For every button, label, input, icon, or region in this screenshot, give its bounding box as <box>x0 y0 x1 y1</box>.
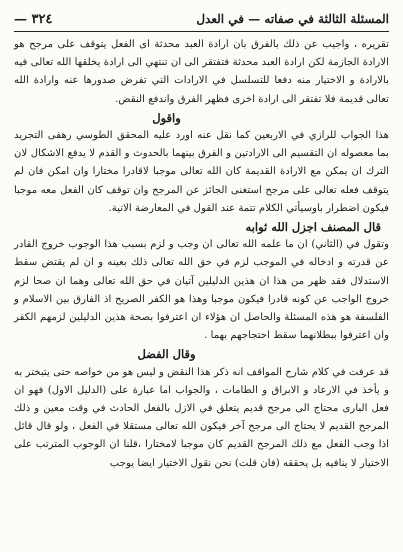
paragraph: وتقول في (الثاني) ان ما علمه الله تعالى ان وجب و لزم بسبب هذا الوجوب خروج القادر عن قدرته و ادخاله في الموجب لزم في حق الله تعالى ذلك بعينه و ان لم يقتض سقط الاستدلال فقد ظهر من هذا ان هذين الدليلين آتيان في حق الله تعالى وهما ان صحا لزم خروج الواجب عن كونه قادرا فيكون موجبا وهذا هو الكفر الصريح اذ الفارق بين الاسلام و الفلسفة هو هذه المسئلة والحاصل ان هؤلاء ان اعترفوا بصحة هذين الدليلين لزمهم الكفر وان اعترفوا ببطلانهما سقط احتجاجهم بهما . <box>14 239 389 342</box>
page-header <box>14 8 389 30</box>
header-divider <box>14 31 389 32</box>
body-text <box>14 36 389 546</box>
paragraph: هذا الجواب للرازي في الاربعين كما نقل عنه اورد عليه المحقق الطوسي رهفى التجريد بما معصوله ان التقسيم الى الارادتين و الفرق بينهما بالحدوث و القدم لا يدفع الاشكال لان الترك ان يمكن مع الارادة القديمة كان الله تعالى موجبا لاقادرا مختارا وان امكن فان لم يتوقف فعله تعالى على مرجح استغنى الجائز عن المرجح وان توقف كان الفعل معه موجبا فيكون اضطرار باوسيأتي الكلام تتمة عند القول في المعارضة الاتية. <box>14 130 389 214</box>
paragraph: تقريره ، واجيب عن ذلك بالفرق بان ارادة العبد محدثة اى الفعل يتوقف على مرجح هو الارادة الجازمة لكن ارادة العبد محدثة فتفتقر الى ان تنتهي الى ارادة يخلقها الله تعالى فيه بالارادة و الاختيار منه دفعا للتسلسل في الارادات التي تفرض صدورها عنه وارادة الله تعالى قديمة فلا تفتقر الى ارادة اخرى فظهر الفرق واندفع النقض. <box>14 39 389 105</box>
page-number: ٣٢٤ — <box>14 11 53 27</box>
paragraph: قد عرفت في كلام شارح المواقف انه ذكر هذا النقض و ليس هو من خواصه حتى يتبختر به و يأخذ في الارعاد و الابراق و الطامات ، والجواب اما عبارة على (الدليل الاول) فهو ان فعل البارى محتاج الى مرجح قديم يتعلق في الازل بالفعل الحادث في وقت معين و ذلك المرجح القديم لا يحتاج الى مرجح آخر فيكون الله تعالى مستقلا في الفعل ، ولو قال قائل اذا وجب الفعل مع ذلك المرجح القديم كان موجبا لامختارا ،قلنا ان الوجوب المترتب على الاختيار لا ينافيه بل يحققه (فان قلت) نحن نقول الاختيار ايضا يوجب <box>14 366 389 469</box>
section-heading: وقال الفضل <box>137 347 196 362</box>
running-title: المسئلة الثالثة في صفاته — في العدل <box>196 12 389 26</box>
section-heading: قال المصنف اجزل الله ثوابه <box>245 220 381 235</box>
section-heading: واقول <box>152 110 181 125</box>
